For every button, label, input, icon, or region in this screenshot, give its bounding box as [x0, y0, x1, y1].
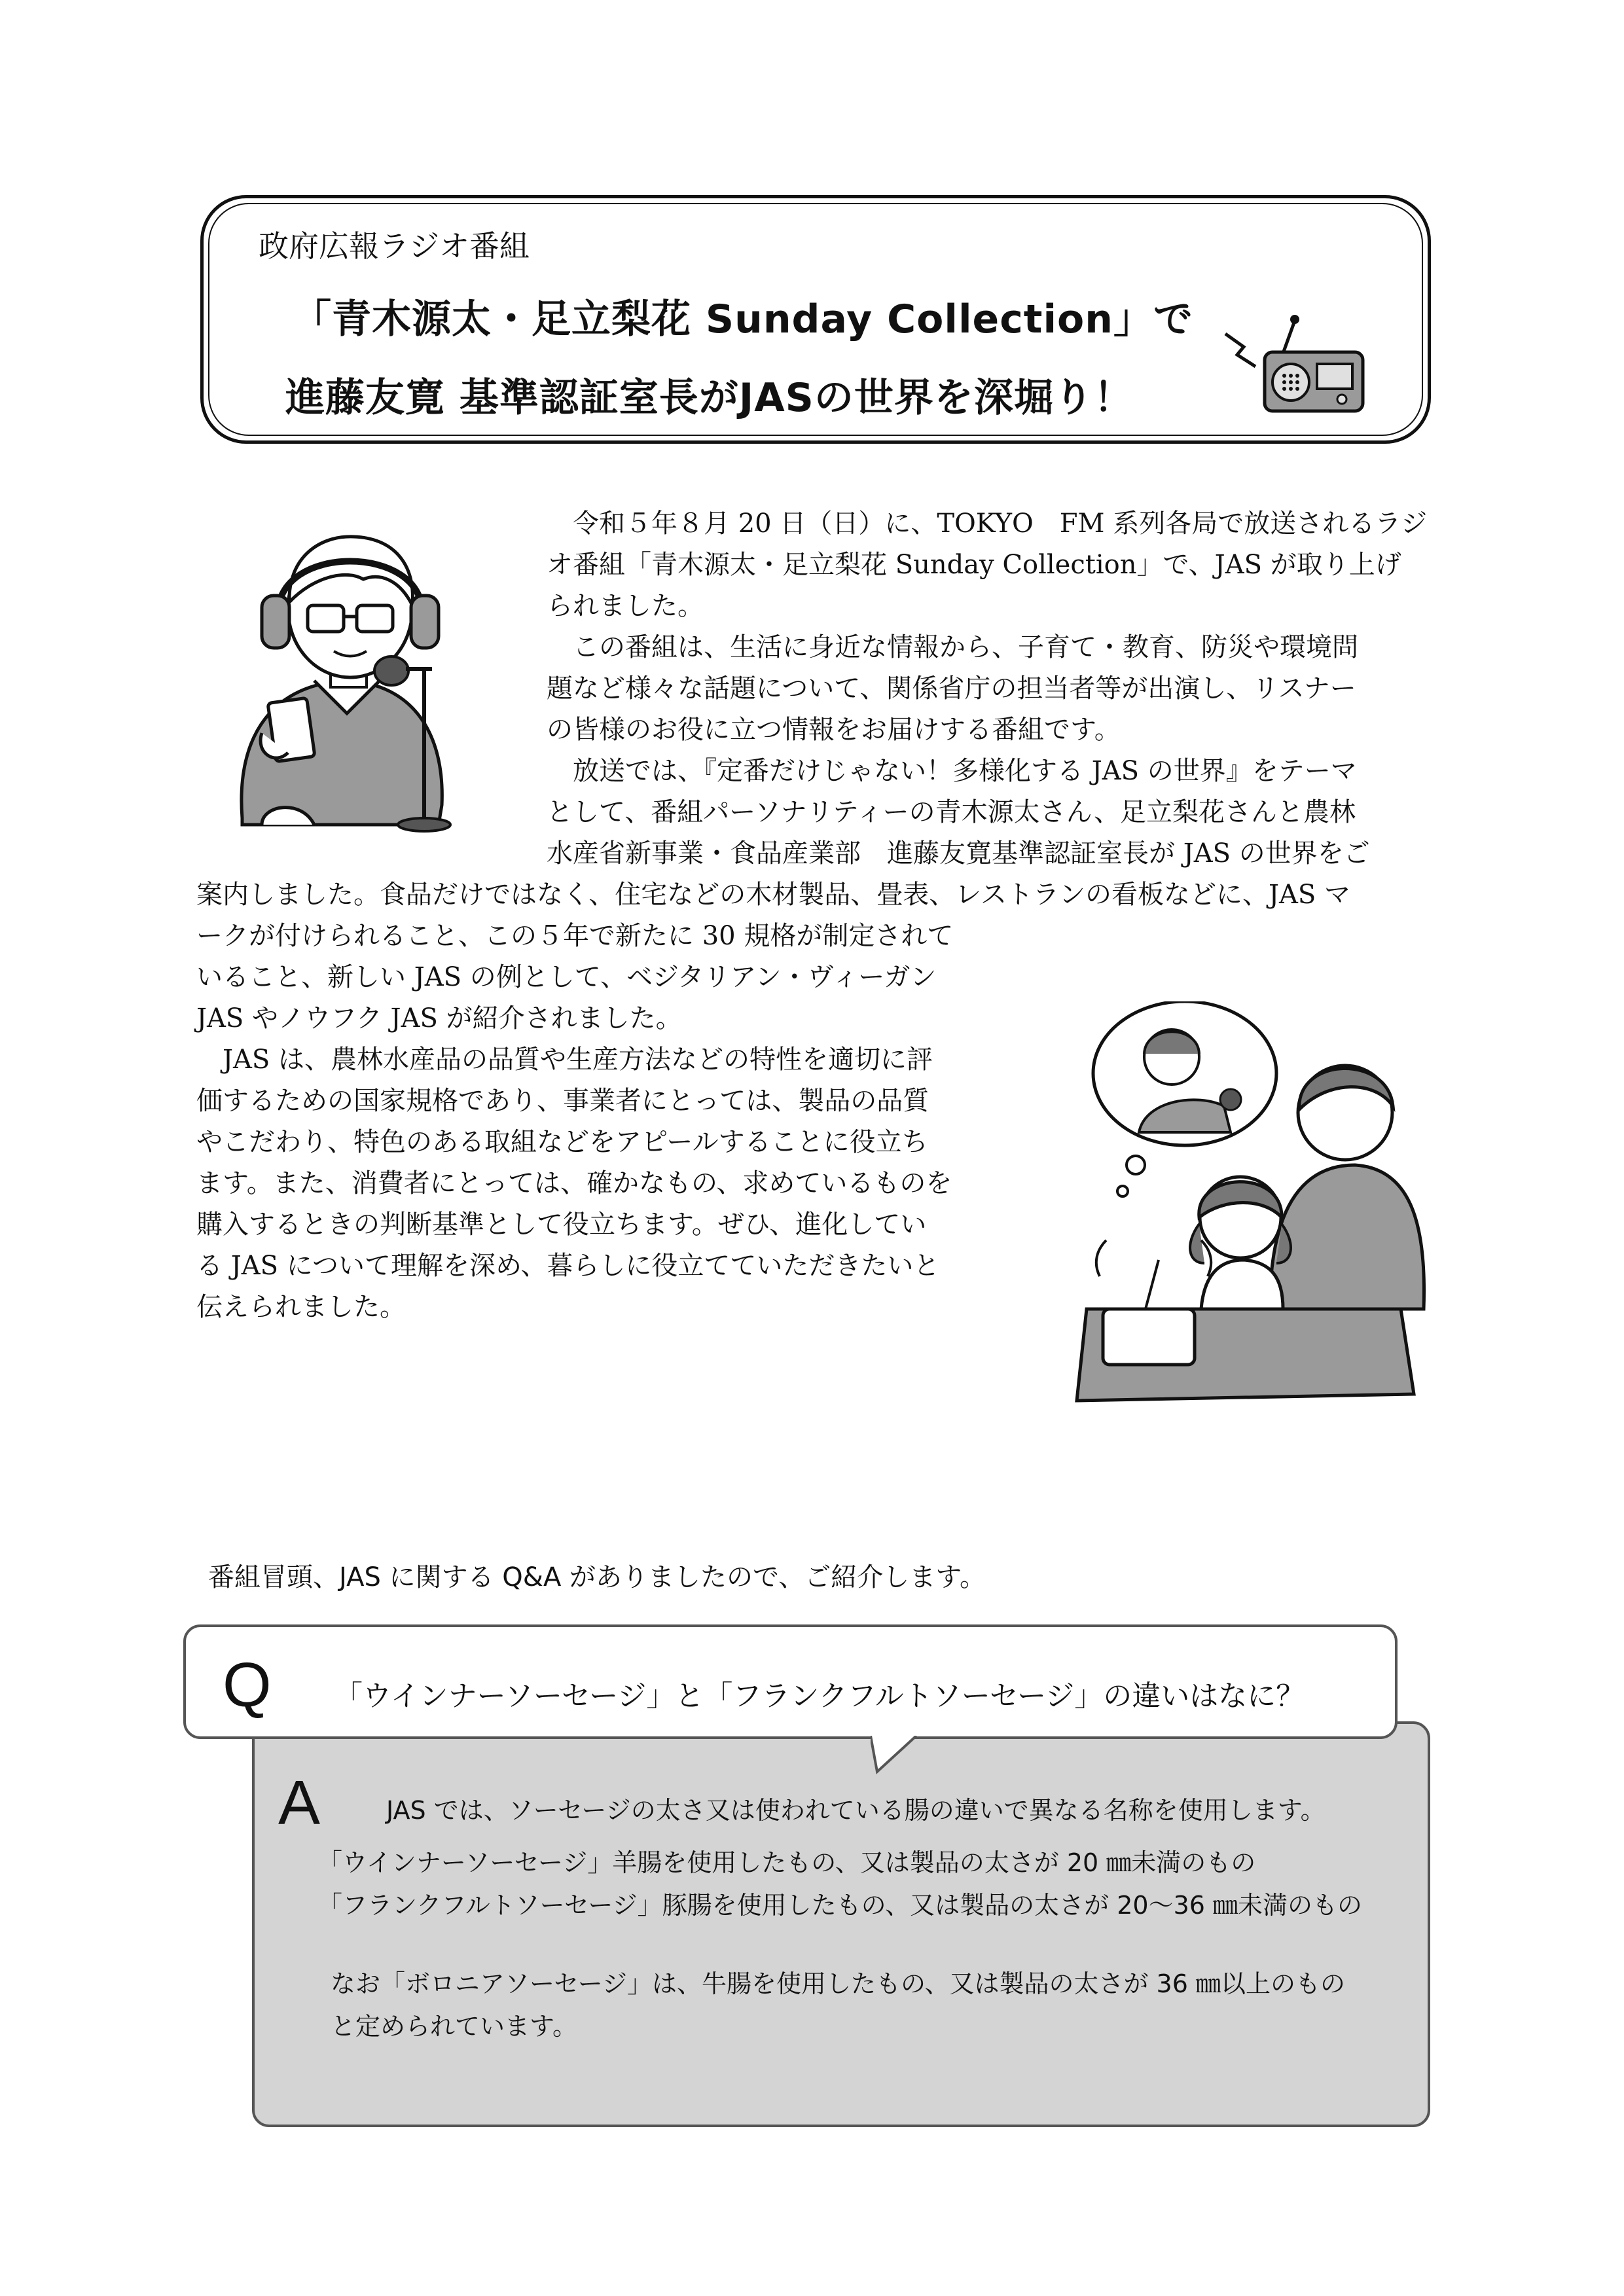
- body-line: として、番組パーソナリティーの青木源太さん、足立梨花さんと農林: [547, 797, 1356, 827]
- body-line: る JAS について理解を深め、暮らしに役立てていただきたいと: [196, 1251, 940, 1281]
- answer-note-line-2: と定められています。: [331, 2012, 577, 2041]
- body-line: オ番組「青木源太・足立梨花 Sunday Collection」で、JAS が取り上げ: [547, 550, 1401, 580]
- body-line: ます。また、消費者にとっては、確かなもの、求めているものを: [196, 1168, 952, 1198]
- body-line: 伝えられました。: [196, 1292, 406, 1322]
- qa-intro-text: 番組冒頭、JAS に関する Q&A がありましたので、ご紹介します。: [208, 1562, 986, 1592]
- announcer-illustration: [216, 517, 491, 857]
- question-letter: Q: [223, 1650, 272, 1720]
- body-line: ークが付けられること、この５年で新たに 30 規格が制定されて: [196, 921, 954, 951]
- answer-wiener: 「ウインナーソーセージ」羊腸を使用したもの、又は製品の太さが 20 ㎜未満のもの: [317, 1848, 1256, 1877]
- speech-tail-icon: [871, 1736, 923, 1775]
- body-line: 価するための国家規格であり、事業者にとっては、製品の品質: [196, 1086, 929, 1116]
- question-text: 「ウインナーソーセージ」と「フランクフルトソーセージ」の違いはなに？: [334, 1679, 1305, 1713]
- answer-box: [252, 1721, 1430, 2127]
- answer-frankfurt: 「フランクフルトソーセージ」豚腸を使用したもの、又は製品の太さが 20～36 ㎜未満のもの: [317, 1891, 1363, 1920]
- body-line: 購入するときの判断基準として役立ちます。ぜひ、進化してい: [196, 1210, 927, 1240]
- body-line: 令和５年８月 20 日（日）に、TOKYO FM 系列各局で放送されるラジ: [547, 509, 1428, 539]
- body-line: 水産省新事業・食品産業部 進藤友寛基準認証室長が JAS の世界をご: [547, 838, 1370, 869]
- body-line: 題など様々な話題について、関係省庁の担当者等が出演し、リスナー: [547, 673, 1356, 704]
- page-title-line-2: 進藤友寛 基準認証室長がJASの世界を深堀り！: [285, 375, 1134, 421]
- body-line: 案内しました。食品だけではなく、住宅などの木材製品、畳表、レストランの看板などに、JAS マ: [196, 880, 1351, 910]
- family-listening-illustration: [1074, 1001, 1440, 1407]
- radio-icon: [1218, 308, 1388, 419]
- answer-letter: A: [278, 1768, 321, 1838]
- program-subtitle: 政府広報ラジオ番組: [259, 228, 530, 264]
- body-line: 放送では、『定番だけじゃない！多様化する JAS の世界』をテーマ: [547, 756, 1357, 786]
- answer-note-line-1: なお「ボロニアソーセージ」は、牛腸を使用したもの、又は製品の太さが 36 ㎜以上のもの: [331, 1969, 1345, 1998]
- body-line: いること、新しい JAS の例として、ベジタリアン・ヴィーガン: [196, 962, 937, 992]
- body-line: られました。: [547, 591, 704, 621]
- body-line: JAS は、農林水産品の品質や生産方法などの特性を適切に評: [196, 1045, 933, 1075]
- body-line: JAS やノウフク JAS が紹介されました。: [196, 1003, 682, 1033]
- page-title-line-1: 「青木源太・足立梨花 Sunday Collection」で: [292, 296, 1193, 342]
- body-line: の皆様のお役に立つ情報をお届けする番組です。: [547, 715, 1121, 745]
- body-line: この番組は、生活に身近な情報から、子育て・教育、防災や環境問: [547, 632, 1358, 662]
- body-line: やこだわり、特色のある取組などをアピールすることに役立ち: [196, 1127, 928, 1157]
- answer-lead: JAS では、ソーセージの太さ又は使われている腸の違いで異なる名称を使用します。: [386, 1796, 1326, 1825]
